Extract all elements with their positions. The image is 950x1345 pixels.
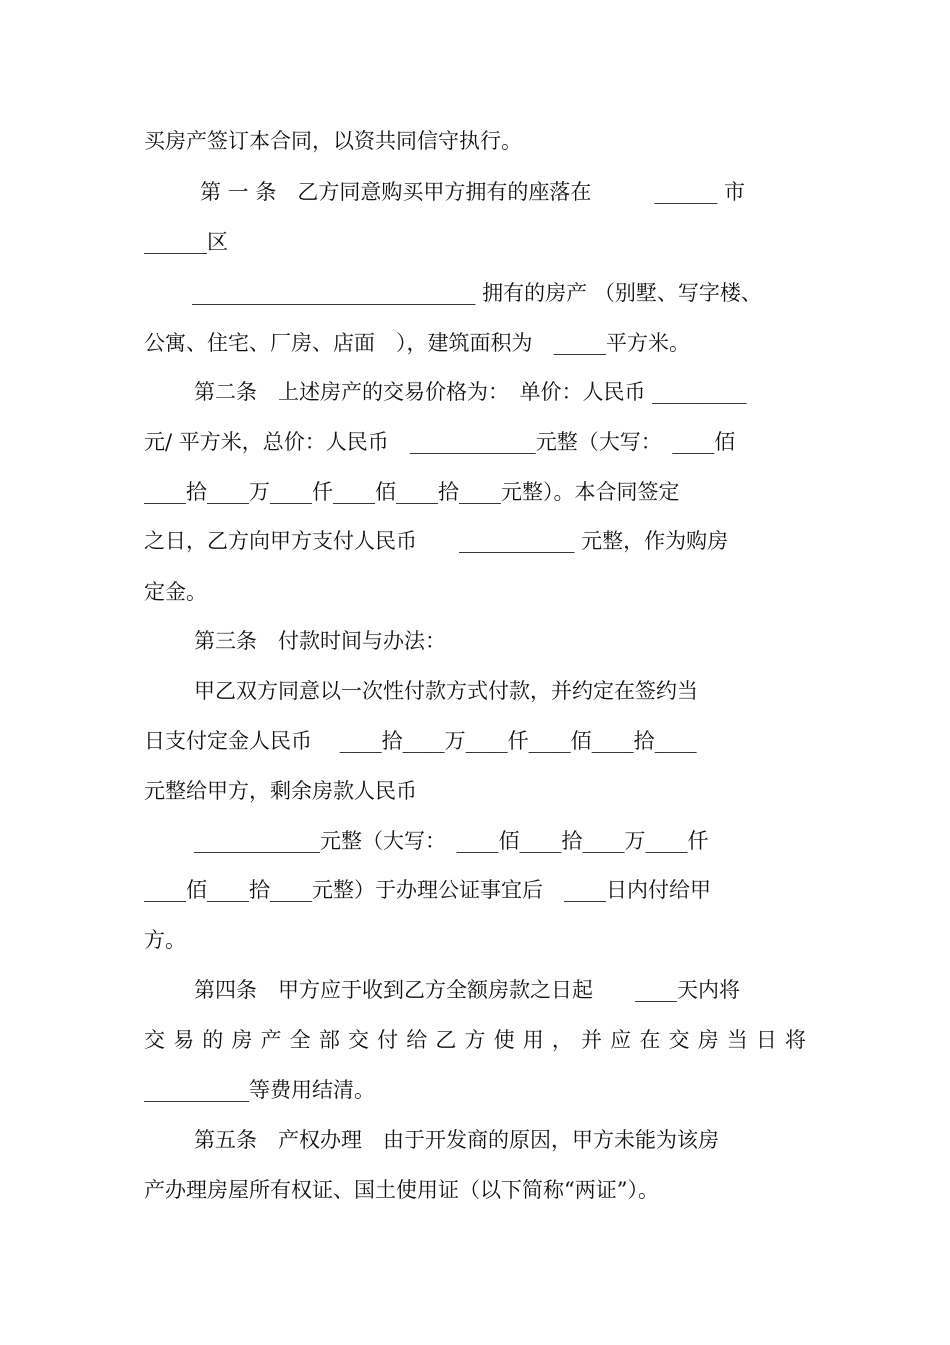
article-4-line-1: 第四条 甲方应于收到乙方全额房款之日起 ____天内将 <box>194 978 740 1002</box>
article-5-line-1: 第五条 产权办理 由于开发商的原因，甲方未能为该房 <box>194 1128 719 1152</box>
article-3-line-1: 甲乙双方同意以一次性付款方式付款，并约定在签约当 <box>194 679 698 703</box>
article-2-line-2: 元/ 平方米，总价：人民币 ____________元整（大写： ____佰 <box>144 430 736 454</box>
article-1-line-4: 公寓、住宅、厂房、店面 ），建筑面积为 _____平方米。 <box>144 331 690 355</box>
article-5-line-2: 产办理房屋所有权证、国土使用证（以下简称“两证”）。 <box>144 1178 659 1202</box>
article-1-line-2: ______区 <box>144 230 228 254</box>
article-1-line-3: ___________________________ 拥有的房产 （别墅、写字楼、 <box>192 281 762 305</box>
article-2-line-1: 第二条 上述房产的交易价格为： 单价：人民币 _________ <box>194 380 747 404</box>
article-2-line-5: 定金。 <box>144 580 207 604</box>
article-3-line-3: 元整给甲方，剩余房款人民币 <box>144 779 417 803</box>
article-4-line-3: __________等费用结清。 <box>144 1078 375 1102</box>
text-line-1: 买房产签订本合同，以资共同信守执行。 <box>144 129 522 153</box>
article-3-line-6: 方。 <box>144 928 186 952</box>
article-2-line-4: 之日，乙方向甲方支付人民币 ___________ 元整，作为购房 <box>144 529 729 553</box>
article-3-line-4: ____________元整（大写： ____佰____拾____万____仟 <box>194 829 709 853</box>
article-1-line-1: 第 一 条 乙方同意购买甲方拥有的座落在 ______ 市 <box>200 180 746 204</box>
article-3-heading: 第三条 付款时间与办法： <box>194 629 446 653</box>
article-4-line-2: 交 易 的 房 产 全 部 交 付 给 乙 方 使 用 ， 并 应 在 交 房 当 日 将 <box>144 1028 806 1052</box>
article-3-line-5: ____佰____拾____元整）于办理公证事宜后 ____日内付给甲 <box>144 878 711 902</box>
article-2-line-3: ____拾____万____仟____佰____拾____元整）。本合同签定 <box>144 480 680 504</box>
article-3-line-2: 日支付定金人民币 ____拾____万____仟____佰____拾____ <box>144 729 697 753</box>
